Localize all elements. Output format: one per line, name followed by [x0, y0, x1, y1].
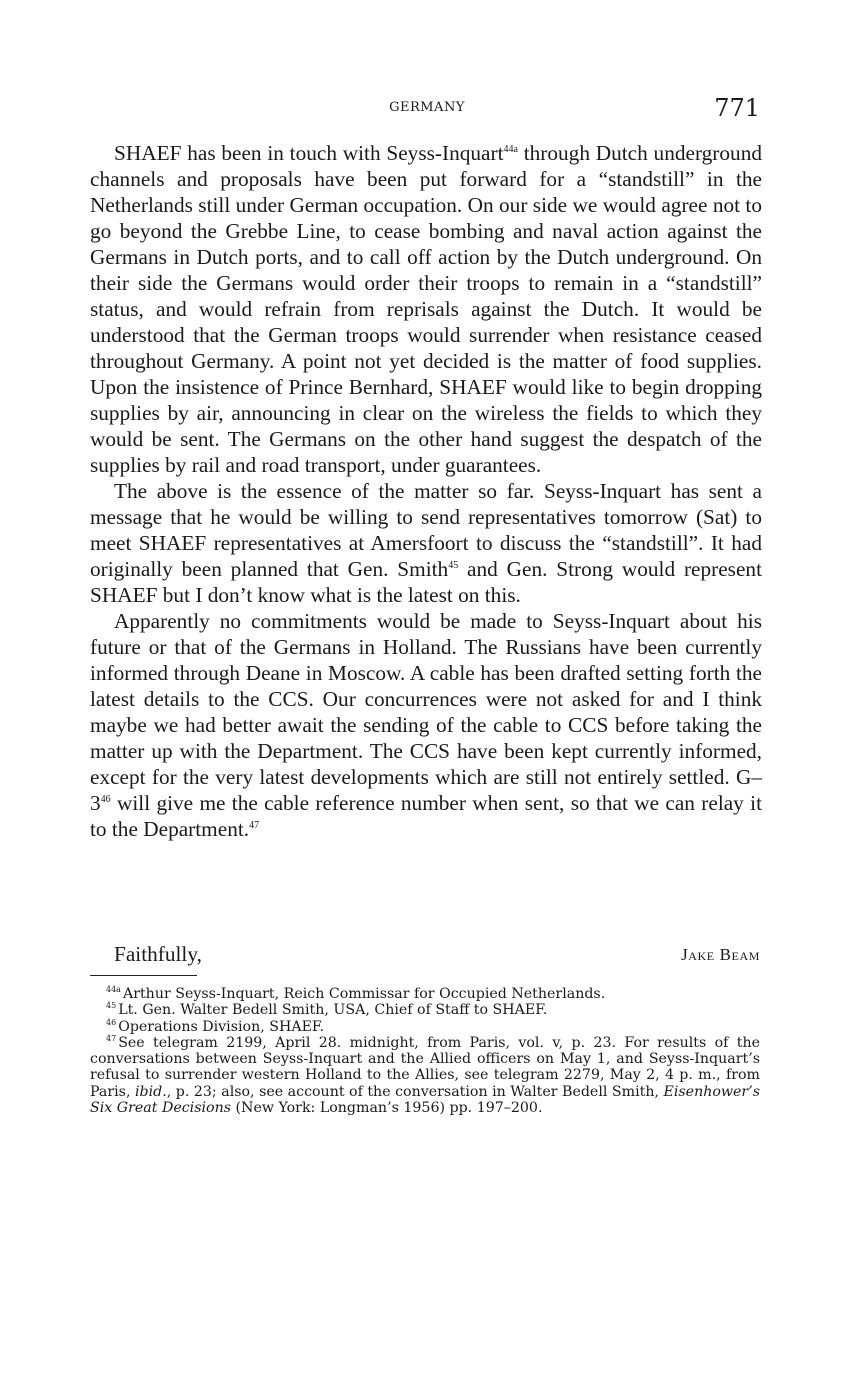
letter-closing — [90, 942, 762, 970]
footnote-44a — [90, 986, 760, 1002]
paragraph-text: will give me the cable reference number when sent, so that we can relay it to the Department. — [90, 791, 762, 841]
footnotes — [90, 986, 760, 1116]
footnote-marker: 47 — [106, 1033, 117, 1043]
footnote-text: (New York: Longman’s 1956) pp. 197–200. — [230, 1100, 543, 1117]
paragraph-text: through Dutch underground channels and proposals have been put forward for a “standstill” in the Netherlands still under German occupation. On our side we would agree not to go beyond the Grebbe Line, to cease bombing and naval action against the Germans in Dutch ports, and to call off action by the Dutch underground. On their side the Germans would order their troops to remain in a “standstill” status, and would refrain from reprisals against the Dutch. It would be understood that the German troops would surrender when resistance ceased throughout Germany. A point not yet decided is the matter of food supplies. Upon the insistence of Prince Bernhard, SHAEF would like to begin dropping supplies by air, announcing in clear on the wireless the fields to which they would be sent. The Germans on the other hand suggest the despatch of the supplies by rail and road transport, under guarantees. — [90, 141, 762, 477]
footnote-marker: 44a — [106, 985, 121, 994]
footnote-ref-47: 47 — [249, 820, 260, 831]
body-paragraph-1 — [90, 140, 762, 478]
body-paragraph-2 — [90, 478, 762, 608]
paragraph-text: Apparently no commitments would be made to Seyss-Inquart about his future or that of the Germans in Holland. The Russians have been currently informed through Deane in Moscow. A cable has been drafted setting forth the latest details to the CCS. Our concurrences were not asked for and I think maybe we had better await the sending of the cable to CCS before taking the matter up with the Department. The CCS have been kept currently informed, except for the very latest developments which are still not entirely settled. G–3 — [90, 609, 762, 815]
letter-body — [90, 140, 762, 842]
page-number: 771 — [714, 94, 760, 122]
book-title: Eisenhower’s Six Great Decisions — [90, 1083, 760, 1117]
footnote-47 — [90, 1035, 760, 1116]
footnote-text: Arthur Seyss-Inquart, Reich Commissar for Occupied Netherlands. — [122, 986, 606, 1002]
running-title: GERMANY — [389, 100, 465, 115]
footnote-ref-46: 46 — [100, 794, 111, 805]
footnote-ref-45: 45 — [448, 560, 459, 571]
signature: Jake Beam — [681, 945, 760, 964]
footnote-marker: 45 — [106, 1001, 117, 1011]
running-head — [90, 96, 764, 126]
closing-salutation: Faithfully, — [114, 942, 202, 966]
body-paragraph-3 — [90, 608, 762, 842]
footnote-text: Operations Division, SHAEF. — [118, 1018, 325, 1035]
footnote-marker: 46 — [106, 1017, 117, 1027]
paragraph-text: SHAEF has been in touch with Seyss-Inquart — [114, 141, 504, 165]
footnote-ibid: ibid. — [135, 1083, 167, 1100]
footnote-46 — [90, 1019, 760, 1035]
footnote-text: , p. 23; also, see account of the conversation in Walter Bedell Smith, — [166, 1083, 664, 1100]
footnote-text: See telegram 2199, April 28. midnight, from Paris, vol. v, p. 23. For results of the conversations between Seyss-Inquart and the Allied officers on May 1, and Seyss-Inquart’s refusal to surrender western Holland to the Allies, see telegram 2279, May 2, 4 p. m., from Paris, — [90, 1034, 760, 1100]
footnote-ref-44a: 44a — [503, 144, 518, 155]
paragraph-text: The above is the essence of the matter so far. Seyss-Inquart has sent a message that he would be willing to send representatives tomorrow (Sat) to meet SHAEF representatives at Amersfoort to discuss the “standstill”. It had originally been planned that Gen. Smith — [90, 479, 762, 581]
footnote-45 — [90, 1002, 760, 1018]
paragraph-text: and Gen. Strong would represent SHAEF but I don’t know what is the latest on this. — [90, 557, 762, 607]
footnote-text: Lt. Gen. Walter Bedell Smith, USA, Chief of Staff to SHAEF. — [118, 1002, 548, 1019]
footnote-divider — [90, 975, 197, 976]
